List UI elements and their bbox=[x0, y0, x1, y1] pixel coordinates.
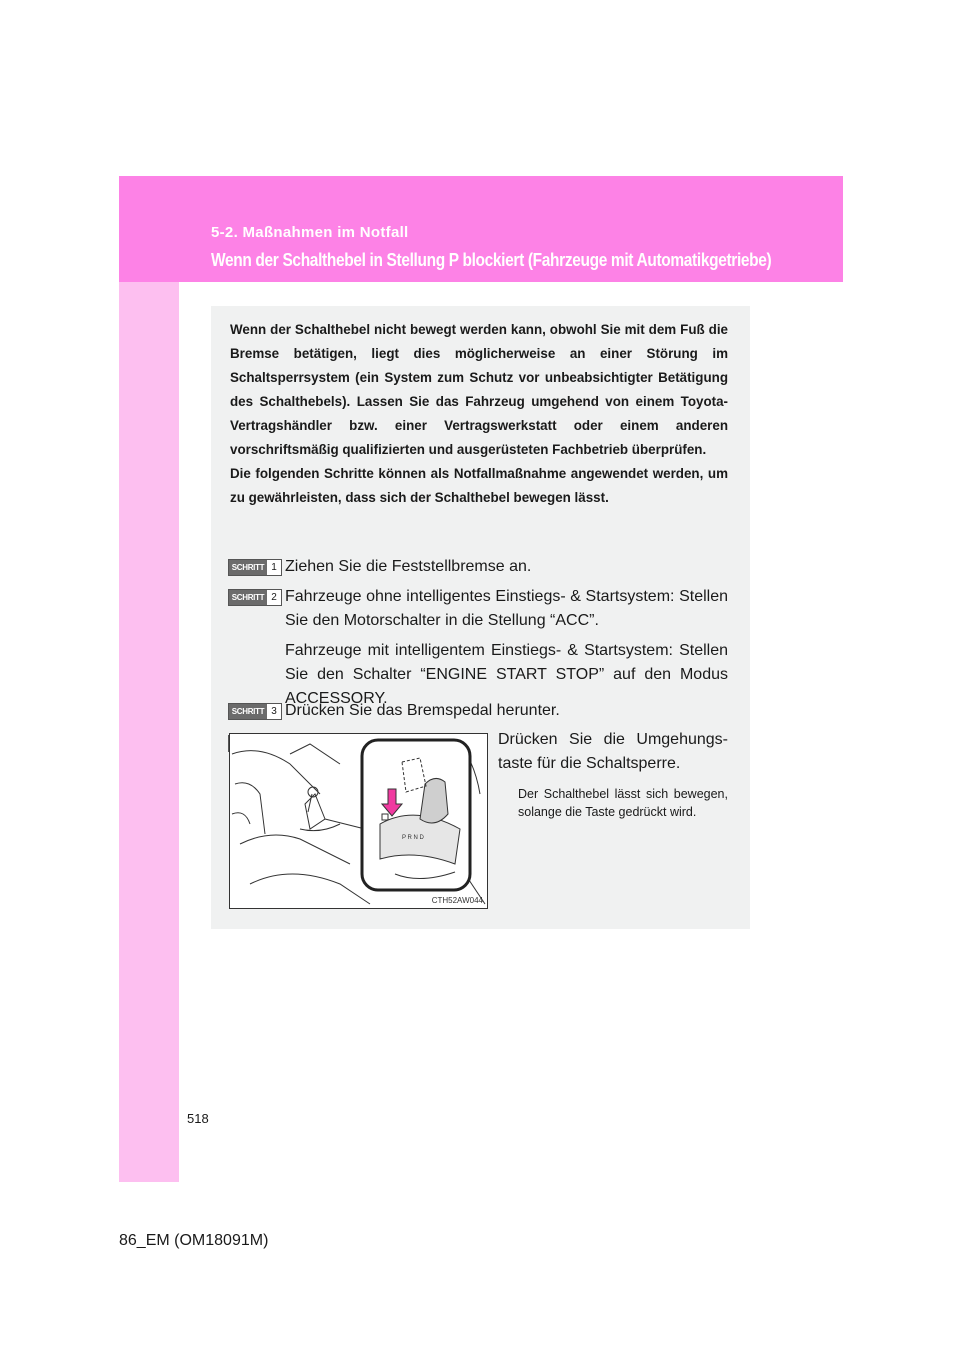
step-badge-label: SCHRITT bbox=[229, 560, 267, 575]
page-header bbox=[119, 176, 843, 282]
svg-text:P R N D: P R N D bbox=[402, 835, 424, 841]
step-3 bbox=[228, 699, 728, 729]
step-badge bbox=[228, 703, 282, 720]
shift-lock-release-icon bbox=[230, 734, 487, 908]
step-badge bbox=[228, 589, 282, 606]
step-1 bbox=[228, 555, 728, 585]
step-text-2: Fahrzeuge mit intelligentem Einstiegs- & Startsystem: Stellen Sie den Schalter “ENGINE START STOP” auf den Modus ACCESSORY. bbox=[285, 642, 728, 707]
page-number: 518 bbox=[187, 1111, 209, 1126]
shift-lever-illustration bbox=[229, 733, 488, 909]
intro-text bbox=[230, 318, 728, 510]
step-text: Ziehen Sie die Feststellbremse an. bbox=[285, 558, 532, 575]
page-title: Wenn der Schalthebel in Stellung P blockiert (Fahrzeuge mit Automatikgetriebe) bbox=[211, 250, 772, 270]
section-label: 5-2. Maßnahmen im Notfall bbox=[211, 224, 409, 241]
step-text: Fahrzeuge ohne intelligentes Einstiegs- & Startsystem: Stellen Sie den Motorschalter in die Stellung “ACC”. bbox=[285, 588, 728, 629]
illustration-code: CTH52AW044 bbox=[431, 896, 483, 905]
intro-paragraph-2: Die folgenden Schritte können als Notfallmaßnahme angewendet werden, um zu gewährleisten, dass sich der Schalthebel bewegen lässt. bbox=[230, 466, 728, 505]
step-badge-number: 3 bbox=[271, 706, 277, 717]
footer-code: 86_EM (OM18091M) bbox=[119, 1232, 269, 1249]
step-badge bbox=[228, 559, 282, 576]
step-badge-number: 2 bbox=[271, 592, 277, 603]
step-badge-label: SCHRITT bbox=[229, 704, 267, 719]
step-4-text: Drücken Sie die Umgehungstaste für die Schaltsperre. bbox=[498, 731, 728, 772]
sidebar-band bbox=[119, 176, 179, 1182]
step-2 bbox=[228, 585, 728, 717]
step-text: Drücken Sie das Bremspedal herunter. bbox=[285, 702, 560, 719]
step-badge-label: SCHRITT bbox=[229, 590, 267, 605]
intro-paragraph-1: Wenn der Schalthebel nicht bewegt werden kann, obwohl Sie mit dem Fuß die Bremse betätigen, liegt dies möglicherweise an einer Störung im Schaltsperrsystem (ein System zum Schutz vor unbeabsichtigter Betätigung des Schalthebels). Lassen Sie das Fahrzeug umgehend von einem Toyota-Vertragshändler bzw. einer Vertragswerkstatt oder einem anderen vorschriftsmäßig qualifizierten und ausgerüsteten Fachbetrieb überprüfen. bbox=[230, 322, 728, 457]
step-4-note: Der Schalthebel lässt sich bewegen, solange die Taste gedrückt wird. bbox=[518, 787, 728, 819]
step-badge-number: 1 bbox=[271, 562, 277, 573]
